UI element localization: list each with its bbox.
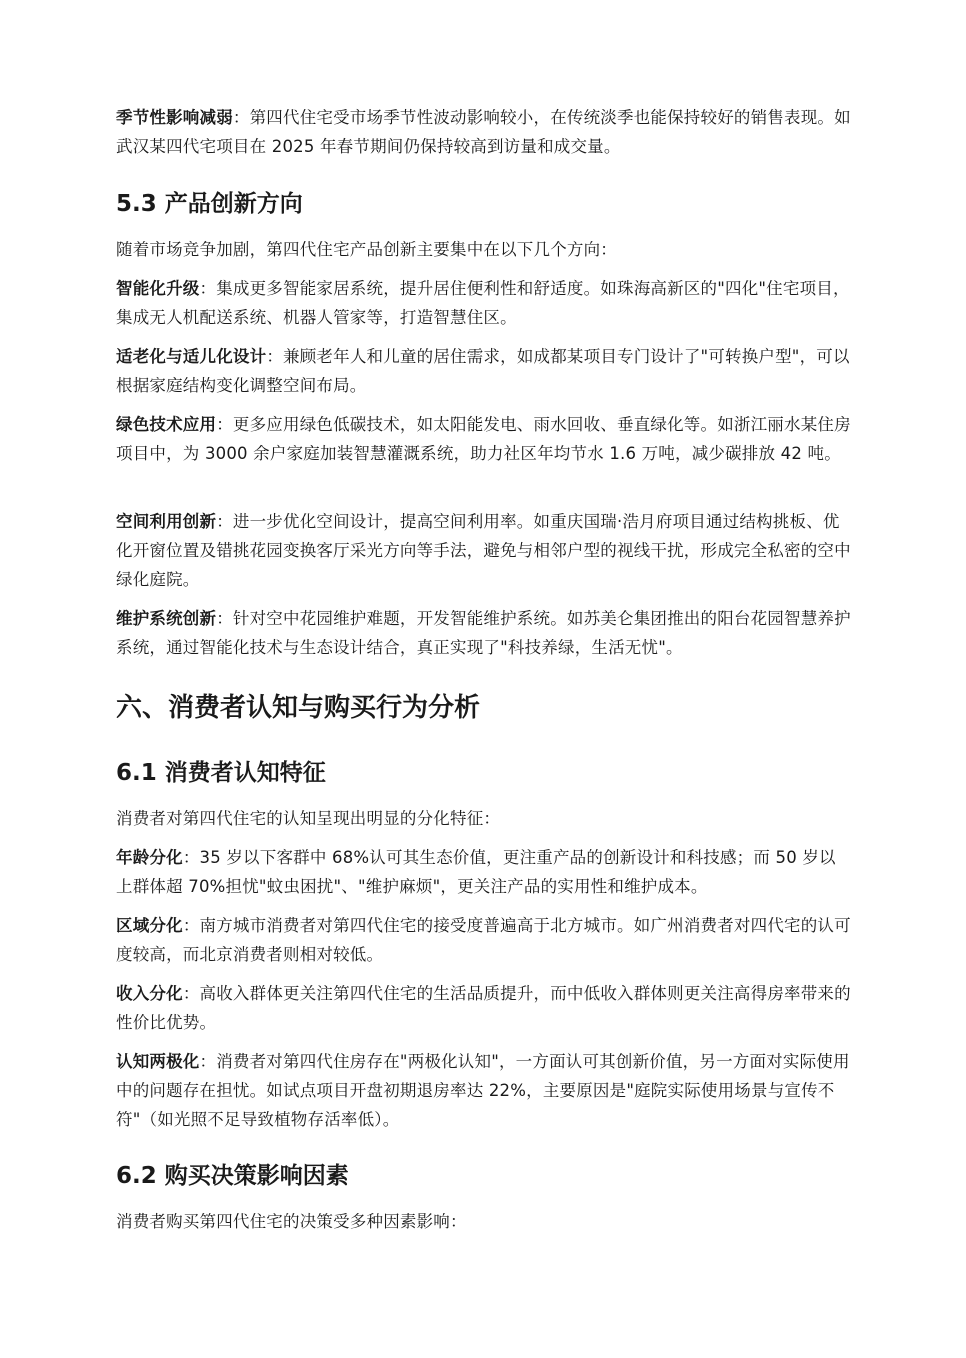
list-item: 适老化与适儿化设计：兼顾老年人和儿童的居住需求，如成都某项目专门设计了"可转换户型"，可以根据家庭结构变化调整空间布局。 xyxy=(116,347,850,395)
section-intro: 消费者购买第四代住宅的决策受多种因素影响： xyxy=(116,1212,467,1231)
list-item: 收入分化：高收入群体更关注第四代住宅的生活品质提升，而中低收入群体则更关注高得房率带来的性价比优势。 xyxy=(116,984,851,1032)
section-heading-5-3: 5.3 产品创新方向 xyxy=(116,191,303,217)
list-item: 绿色技术应用：更多应用绿色低碳技术，如太阳能发电、雨水回收、垂直绿化等。如浙江丽水某住房项目中，为 3000 余户家庭加装智慧灌溉系统，助力社区年均节水 1.6 万吨，减少碳排放 42 吨。 xyxy=(116,415,851,463)
paragraph-text: 第四代住宅受市场季节性波动影响较小，在传统淡季也能保持较好的销售表现。如武汉某四代宅项目在 2025 年春节期间仍保持较高到访量和成交量。 xyxy=(116,108,851,156)
section-heading-6-1: 6.1 消费者认知特征 xyxy=(116,760,326,786)
list-item: 空间利用创新：进一步优化空间设计，提高空间利用率。如重庆国瑞·浩月府项目通过结构挑板、优化开窗位置及错挑花园变换客厅采光方向等手法，避免与相邻户型的视线干扰，形成完全私密的空中绿化庭院。 xyxy=(116,512,851,589)
section-heading-6-2: 6.2 购买决策影响因素 xyxy=(116,1163,349,1189)
list-item: 认知两极化：消费者对第四代住房存在"两极化认知"，一方面认可其创新价值，另一方面对实际使用中的问题存在担忧。如试点项目开盘初期退房率达 22%，主要原因是"庭院实际使用场景与宣传不符"（如光照不足导致植物存活率低）。 xyxy=(116,1052,850,1129)
list-item: 年龄分化：35 岁以下客群中 68%认可其生态价值，更注重产品的创新设计和科技感；而 50 岁以上群体超 70%担忧"蚊虫困扰"、"维护麻烦"，更关注产品的实用性和维护成本。 xyxy=(116,848,836,896)
list-item: 维护系统创新：针对空中花园维护难题，开发智能维护系统。如苏美仑集团推出的阳台花园智慧养护系统，通过智能化技术与生态设计结合，真正实现了"科技养绿，生活无忧"。 xyxy=(116,609,851,657)
paragraph-seasonal-impact: 季节性影响减弱：第四代住宅受市场季节性波动影响较小，在传统淡季也能保持较好的销售表现。如武汉某四代宅项目在 2025 年春节期间仍保持较高到访量和成交量。 xyxy=(116,108,851,156)
section-intro: 随着市场竞争加剧，第四代住宅产品创新主要集中在以下几个方向： xyxy=(116,240,617,259)
list-item: 智能化升级：集成更多智能家居系统，提升居住便利性和舒适度。如珠海高新区的"四化"住宅项目，集成无人机配送系统、机器人管家等，打造智慧住区。 xyxy=(116,279,850,327)
section-intro: 消费者对第四代住宅的认知呈现出明显的分化特征： xyxy=(116,809,501,828)
paragraph-label: 季节性影响减弱 xyxy=(116,108,233,127)
list-item: 区域分化：南方城市消费者对第四代住宅的接受度普遍高于北方城市。如广州消费者对四代宅的认可度较高，而北京消费者则相对较低。 xyxy=(116,916,851,964)
chapter-heading-6: 六、消费者认知与购买行为分析 xyxy=(116,693,481,723)
